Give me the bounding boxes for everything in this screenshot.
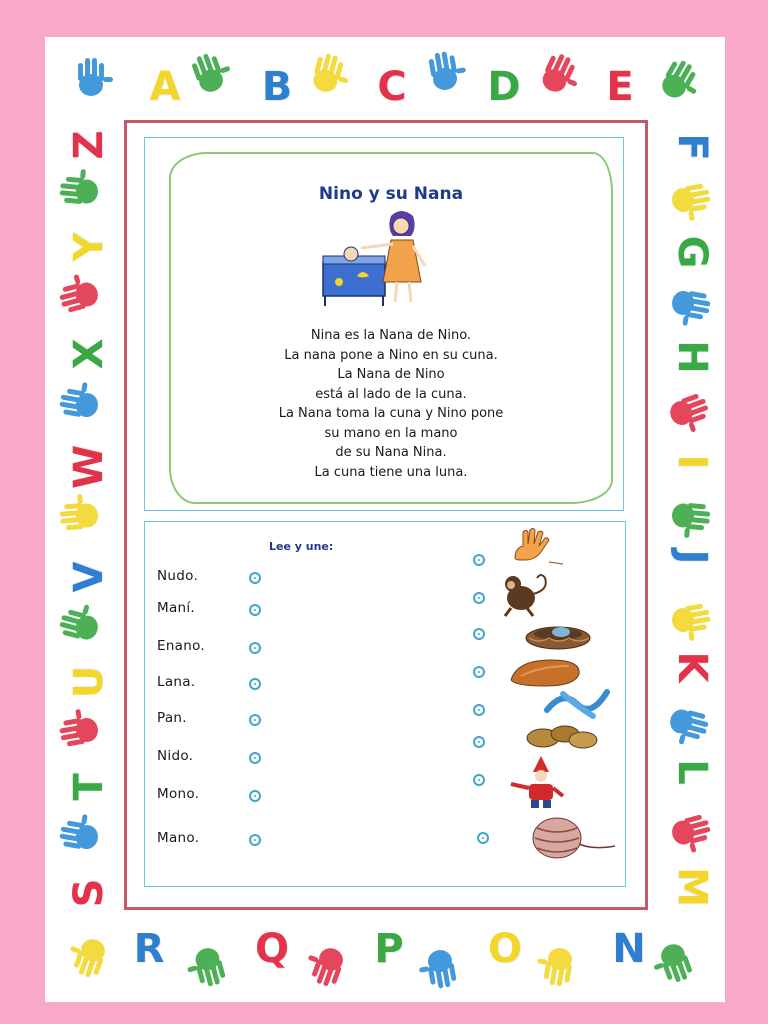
handprint-icon xyxy=(52,267,111,326)
story-line: La Nana de Nino xyxy=(337,367,445,382)
worksheet-sheet xyxy=(45,37,725,1002)
nanny-and-crib-illustration xyxy=(321,210,451,310)
border-letter-s: S xyxy=(66,878,112,908)
border-letter-f: F xyxy=(669,133,715,161)
border-letter-d: D xyxy=(487,64,521,110)
handprint-icon xyxy=(53,376,109,432)
dwarf-icon xyxy=(505,754,571,812)
story-line: su mano en la mano xyxy=(324,425,458,441)
story-title: Nino y su Nana xyxy=(318,184,464,204)
story-line: está al lado de la cuna. xyxy=(315,386,467,402)
border-letter-b: B xyxy=(261,64,293,110)
story-line: La nana pone a Nino en su cuna. xyxy=(284,347,498,363)
handprint-icon xyxy=(531,937,587,993)
border-letter-x: X xyxy=(66,338,112,370)
story-line: La Nana toma la cuna y Nino pone xyxy=(278,406,504,421)
border-letter-c: C xyxy=(377,64,407,110)
border-letter-k: K xyxy=(669,651,715,683)
match-word: Mono. xyxy=(157,786,200,802)
handprint-icon xyxy=(658,694,717,753)
border-letter-q: Q xyxy=(254,926,289,972)
handprint-icon xyxy=(52,597,111,656)
border-letter-a: A xyxy=(149,64,181,110)
right-connector-dot[interactable] xyxy=(473,666,485,678)
border-letter-n: N xyxy=(612,926,646,972)
left-connector-dot[interactable] xyxy=(249,642,261,654)
right-connector-dot[interactable] xyxy=(473,592,485,604)
story-line: La cuna tiene una luna. xyxy=(314,464,468,480)
border-letter-g: G xyxy=(669,235,715,269)
left-connector-dot[interactable] xyxy=(249,790,261,802)
matching-exercise xyxy=(144,521,626,887)
handprint-icon xyxy=(661,276,717,332)
handprint-icon xyxy=(298,46,357,105)
nest-icon xyxy=(523,618,593,652)
story-panel xyxy=(169,152,613,504)
handprint-icon xyxy=(661,171,717,227)
peanuts-icon xyxy=(525,722,601,752)
worksheet-frame xyxy=(124,120,648,910)
left-connector-dot[interactable] xyxy=(249,678,261,690)
border-letter-y: Y xyxy=(66,232,112,262)
border-letter-o: O xyxy=(487,926,522,972)
monkey-icon xyxy=(497,570,559,618)
handprint-icon xyxy=(53,808,109,864)
handprint-icon xyxy=(67,55,115,103)
handprint-icon xyxy=(416,45,472,101)
match-word: Maní. xyxy=(157,600,196,616)
border-letter-t: T xyxy=(66,773,112,801)
border-letter-h: H xyxy=(669,340,715,374)
hand-icon xyxy=(507,528,571,570)
border-letter-i: I xyxy=(669,454,715,470)
right-connector-dot[interactable] xyxy=(473,554,485,566)
border-letter-j: J xyxy=(669,549,715,565)
handprint-icon xyxy=(661,591,717,647)
handprint-icon xyxy=(180,936,239,995)
handprint-icon xyxy=(413,939,469,995)
right-connector-dot[interactable] xyxy=(473,736,485,748)
handprint-icon xyxy=(644,48,710,114)
story-text xyxy=(171,326,611,482)
handprint-icon xyxy=(656,380,718,442)
handprint-icon xyxy=(178,44,240,106)
yarn-icon xyxy=(529,814,619,862)
match-word: Nudo. xyxy=(157,568,199,584)
knot-icon xyxy=(543,686,619,722)
story-box xyxy=(144,137,624,511)
right-connector-dot[interactable] xyxy=(473,774,485,786)
match-word: Lana. xyxy=(157,674,196,690)
handprint-icon xyxy=(55,165,107,217)
match-word: Enano. xyxy=(157,638,206,654)
bread-icon xyxy=(507,656,583,690)
border-letter-v: V xyxy=(66,561,112,593)
border-letter-w: W xyxy=(66,444,112,489)
matching-title: Lee y une: xyxy=(269,540,334,553)
border-letter-z: Z xyxy=(66,130,112,160)
handprint-icon xyxy=(60,925,122,987)
handprint-icon xyxy=(644,930,706,992)
border-letter-e: E xyxy=(606,64,634,110)
border-letter-u: U xyxy=(66,665,112,699)
handprint-icon xyxy=(660,802,719,861)
border-letter-p: P xyxy=(374,926,404,972)
left-connector-dot[interactable] xyxy=(249,752,261,764)
match-word: Pan. xyxy=(157,710,187,726)
left-connector-dot[interactable] xyxy=(249,834,261,846)
handprint-icon xyxy=(55,490,107,542)
handprint-icon xyxy=(53,703,109,759)
border-letter-r: R xyxy=(133,926,165,972)
story-line: de su Nana Nina. xyxy=(335,445,447,460)
left-connector-dot[interactable] xyxy=(249,572,261,584)
right-connector-dot[interactable] xyxy=(473,704,485,716)
handprint-icon xyxy=(525,43,589,107)
right-connector-dot[interactable] xyxy=(477,832,489,844)
left-connector-dot[interactable] xyxy=(249,604,261,616)
right-connector-dot[interactable] xyxy=(473,628,485,640)
story-line: Nina es la Nana de Nino. xyxy=(310,328,472,343)
handprint-icon xyxy=(298,934,360,996)
match-word: Nido. xyxy=(157,748,194,764)
handprint-icon xyxy=(663,490,715,542)
border-letter-m: M xyxy=(669,867,715,907)
left-connector-dot[interactable] xyxy=(249,714,261,726)
match-word: Mano. xyxy=(157,830,200,846)
border-letter-l: L xyxy=(669,759,715,785)
